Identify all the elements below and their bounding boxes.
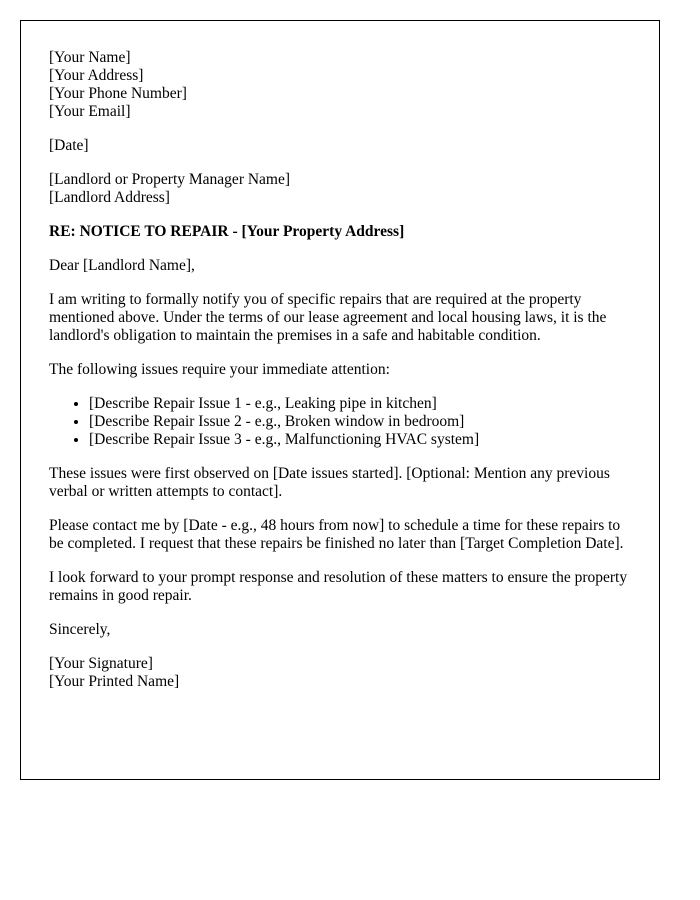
observed-paragraph: These issues were first observed on [Date issues started]. [Optional: Mention any previous verbal or written attempts to contact]. xyxy=(49,465,610,500)
contact-paragraph: Please contact me by [Date - e.g., 48 hours from now] to schedule a time for these repairs to be completed. I request that these repairs be finished no later than [Target Completion Date]. xyxy=(49,517,624,552)
sender-name: [Your Name] xyxy=(49,49,131,66)
list-item: • [Describe Repair Issue 2 - e.g., Broken window in bedroom] xyxy=(89,413,631,431)
signoff: Sincerely, xyxy=(49,621,111,638)
list-item: • [Describe Repair Issue 3 - e.g., Malfunctioning HVAC system] xyxy=(89,431,631,449)
sender-block xyxy=(49,49,631,121)
sender-address: [Your Address] xyxy=(49,67,144,84)
letter-page xyxy=(20,20,660,780)
sender-phone: [Your Phone Number] xyxy=(49,85,187,102)
issues-lead-paragraph: The following issues require your immediate attention: xyxy=(49,361,390,378)
subject-line: RE: NOTICE TO REPAIR - [Your Property Address] xyxy=(49,223,405,240)
list-item: • [Describe Repair Issue 1 - e.g., Leaking pipe in kitchen] xyxy=(89,395,631,413)
sender-email: [Your Email] xyxy=(49,103,131,120)
issues-list xyxy=(49,395,631,449)
signature-block xyxy=(49,655,631,691)
printed-name: [Your Printed Name] xyxy=(49,673,180,690)
recipient-name: [Landlord or Property Manager Name] xyxy=(49,171,291,188)
recipient-address: [Landlord Address] xyxy=(49,189,170,206)
signature-line: [Your Signature] xyxy=(49,655,153,672)
intro-paragraph: I am writing to formally notify you of specific repairs that are required at the property mentioned above. Under the terms of our lease agreement and local housing laws, it is the landlord's obligation to maintain the premises in a safe and habitable condition. xyxy=(49,291,607,344)
salutation: Dear [Landlord Name], xyxy=(49,257,195,274)
closing-paragraph: I look forward to your prompt response and resolution of these matters to ensure the property remains in good repair. xyxy=(49,569,628,604)
recipient-block xyxy=(49,171,631,207)
letter-date: [Date] xyxy=(49,137,89,154)
